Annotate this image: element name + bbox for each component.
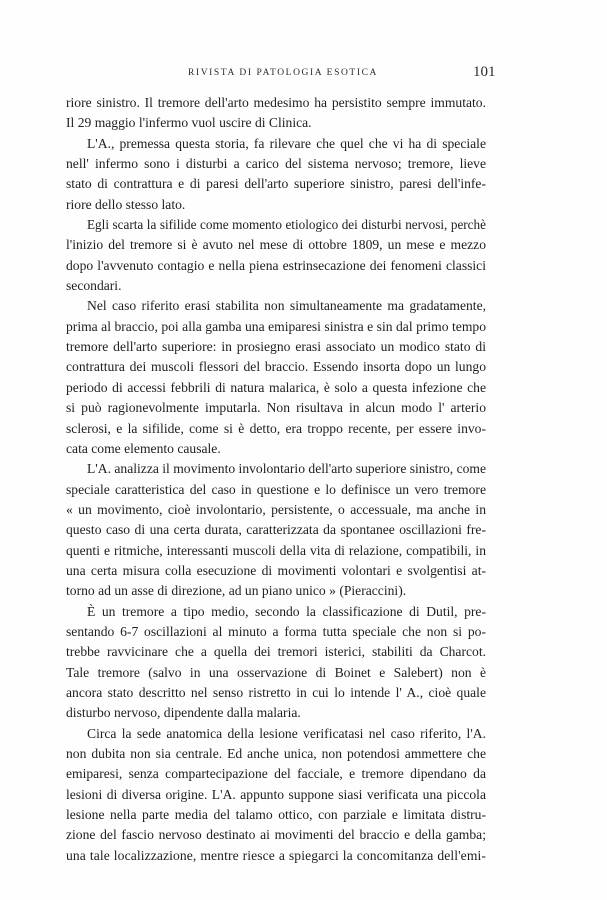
text-line: emiparesi, senza compartecipazione del facciale, e tremore dipendano da: [66, 766, 486, 782]
text-line: secondari.: [66, 278, 122, 294]
text-line: prima al braccio, poi alla gamba una emiparesi sinistra e sin dal primo tempo: [66, 318, 486, 334]
text-line: disturbo nervoso, dipendente dalla malaria.: [66, 705, 301, 721]
text-line: speciale caratteristica del caso in questione e lo definisce un vero tremore: [66, 481, 486, 497]
journal-title: RIVISTA DI PATOLOGIA ESOTICA: [188, 68, 378, 78]
text-line: quenti e ritmiche, interessanti muscoli della vita di relazione, compatibili, in: [66, 542, 486, 558]
text-line: una certa misura colla esecuzione di movimenti volontari e svolgentisi at-: [66, 562, 486, 578]
text-line: periodo di accessi febbrili di natura malarica, è solo a questa infezione che: [66, 379, 486, 395]
text-line: « un movimento, cioè involontario, persistente, o accessuale, ma anche in: [66, 501, 486, 517]
text-line: riore sinistro. Il tremore dell'arto medesimo ha persistito sempre immutato.: [66, 95, 486, 110]
text-line: stato di contrattura e di paresi dell'arto superiore sinistro, paresi dell'infe-: [66, 176, 486, 192]
text-line: dopo l'avvenuto contagio e nella piena estrinsecazione dei fenomeni classici: [66, 257, 486, 273]
text-line: lesione nella parte media del talamo ottico, con parziale e limitata distru-: [66, 807, 486, 823]
text-line: non dubita non sia centrale. Ed anche unica, non potendosi ammettere che: [66, 746, 486, 761]
text-line: sclerosi, e la sifilide, come si è detto, era troppo recente, per essere invo-: [66, 420, 486, 436]
text-line: L'A., premessa questa storia, fa rilevare che quel che vi ha di speciale: [87, 135, 486, 151]
text-line: nell' infermo sono i disturbi a carico del sistema nervoso; tremore, lieve: [66, 156, 486, 172]
text-line: l'inizio del tremore si è avuto nel mese di ottobre 1809, un mese e mezzo: [66, 237, 486, 253]
running-header: [70, 64, 496, 86]
text-line: Nel caso riferito erasi stabilita non simultaneamente ma gradatamente,: [87, 298, 486, 314]
text-line: contrattura dei muscoli flessori del braccio. Essendo insorta dopo un lungo: [66, 359, 486, 375]
text-line: Tale tremore (salvo in una osservazione di Boinet e Salebert) non è: [66, 664, 486, 680]
page-number: 101: [473, 64, 496, 80]
text-line: sentando 6-7 oscillazioni al minuto a forma tutta speciale che non si po-: [66, 623, 486, 639]
text-line: questo caso di una certa durata, caratterizzata da spontanee oscillazioni fre-: [66, 522, 486, 538]
text-line: Il 29 maggio l'infermo vuol uscire di Clinica.: [66, 115, 312, 131]
text-line: trebbe ravvicinare che a quella dei tremori isterici, stabiliti da Charcot.: [66, 644, 486, 660]
text-line: zione del fascio nervoso destinato ai movimenti del braccio e della gamba;: [66, 827, 486, 843]
text-line: si può ragionevolmente imputarla. Non risultava in alcun modo l' arterio: [66, 400, 486, 416]
text-line: Egli scarta la sifilide come momento etiologico dei disturbi nervosi, perchè: [87, 217, 486, 233]
text-line: tremore dell'arto superiore: in prosiegno erasi associato un modico stato di: [66, 339, 486, 355]
text-line: lesioni di diversa origine. L'A. appunto suppone siasi verificata una piccola: [66, 786, 486, 802]
text-line: torno ad un asse di direzione, ad un piano unico » (Pieraccini).: [66, 583, 407, 599]
text-line: riore dello stesso lato.: [66, 196, 186, 212]
text-line: cata come elemento causale.: [66, 440, 221, 456]
text-line: ancora stato descritto nel senso ristretto in cui lo intende l' A., cioè quale: [66, 684, 486, 700]
text-line: È un tremore a tipo medio, secondo la classificazione di Dutil, pre-: [87, 603, 486, 619]
body-text: [66, 93, 486, 866]
text-line: Circa la sede anatomica della lesione verificatasi nel caso riferito, l'A.: [87, 725, 486, 741]
text-line: L'A. analizza il movimento involontario dell'arto superiore sinistro, come: [87, 461, 487, 477]
text-line: una tale localizzazione, mentre riesce a spiegarci la concomitanza dell'emi-: [66, 847, 486, 863]
